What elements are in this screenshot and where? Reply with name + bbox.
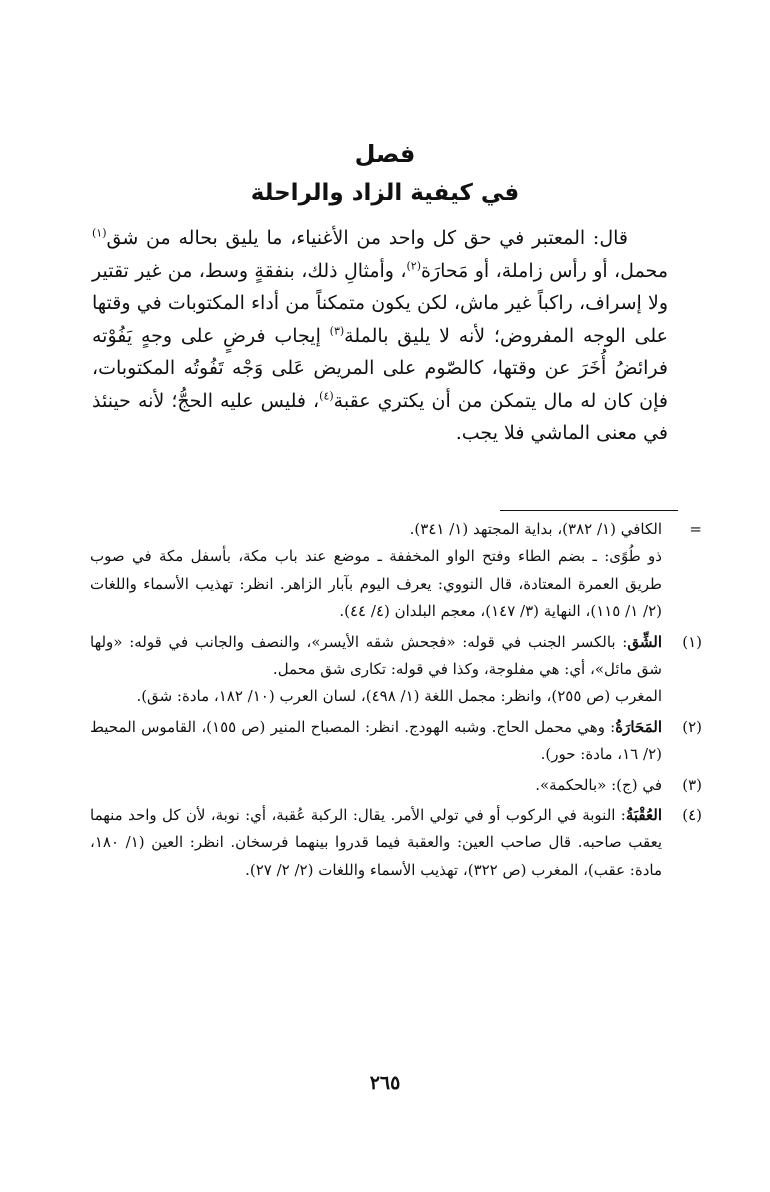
footnote-number: (٤) bbox=[682, 806, 702, 825]
text-run: إيجاب فرضٍ على وجهٍ يَفُوْته فرائضُ أُخَرَ عن وقتها، كالصّوم على المريض عَلى وَجْه تَفُوتُه المكتوبات، فإن كان له مال يتمكن من أن يكتري عقبة bbox=[92, 324, 668, 412]
text-run: قال: المعتبر في حق كل واحد من الأغنياء، ما يليق بحاله من شق bbox=[106, 227, 628, 249]
footnote-text: ذو طُوًى: ـ بضم الطاء وفتح الواو المخففة ـ موضع عند باب مكة، بأسفل مكة في صوب طريق العمرة المعتادة، قال النووي: يعرف اليوم بآبار الزاهر. انظر: تهذيب الأسماء واللغات (٢/ ١/ ١١٥)، النهاية (٣/ ١٤٧)، معجم البلدان (٤/ ٤٤). bbox=[90, 547, 662, 621]
footnote-2 bbox=[90, 714, 702, 769]
footnote-3 bbox=[90, 772, 702, 799]
footnote-text bbox=[90, 714, 662, 769]
footnote-4 bbox=[90, 802, 702, 884]
footnote-ref-2: (٢) bbox=[406, 259, 421, 273]
footnote-separator bbox=[500, 510, 678, 511]
footnote-term: العُقْبَةُ bbox=[625, 806, 662, 825]
footnote-text bbox=[90, 802, 662, 884]
footnote-term: الشِّق bbox=[627, 632, 662, 651]
footnote-body: : وهي محمل الحاج. وشبه الهودج. انظر: المصباح المنير (ص ١٥٥)، القاموس المحيط (٢/ ١٦، مادة: حور). bbox=[90, 717, 662, 764]
footnote-ref-3: (٣) bbox=[329, 324, 345, 338]
text-run: محمل، أو رأس زاملة، أو مَحارَة bbox=[421, 259, 668, 282]
footnote-text: في (ج): «بالحكمة». bbox=[535, 775, 662, 794]
footnote-body: : النوبة في الركوب أو في تولي الأمر. يقال: الركبة عُقبة، أي: نوبة، لأن كل واحد منهما يعقب صاحبه. قال صاحب العين: والعقبة فيما قدروا بينهما فرسخان. انظر: العين (١/ ١٨٠، مادة: عقب)، المغرب (ص ٣٢٢)، تهذيب الأسماء واللغات (٢/ ٢/ ٢٧). bbox=[90, 806, 662, 879]
text-run: ، وأمثالِ ذلك، بنفقةٍ وسط، من غير تقتير ولا إسراف، راكباً غير ماش، لكن يكون متمكناً من أداء المكتوبات في وقتها على الوجه المفروض؛ لأنه لا يليق بالملة bbox=[92, 259, 668, 347]
continuation-mark: = bbox=[689, 520, 702, 538]
footnote-text bbox=[90, 629, 662, 684]
footnote-body: : بالكسر الجنب في قوله: «فجحش شقه الأيسر»، والنصف والجانب في قوله: «ولها شق مائل»، أي: هي مفلوجة، وكذا في قوله: تكارى شق محمل. bbox=[90, 632, 662, 679]
footnote-text: المغرب (ص ٢٥٥)، وانظر: مجمل اللغة (١/ ٤٩٨)، لسان العرب (١٠/ ١٨٢، مادة: شق). bbox=[136, 687, 662, 706]
footnote-1 bbox=[90, 629, 702, 711]
main-paragraph bbox=[92, 222, 668, 450]
footnote-continuation bbox=[90, 516, 702, 626]
footnote-number: (١) bbox=[682, 632, 702, 651]
footnotes bbox=[90, 516, 702, 884]
footnote-number: (٣) bbox=[682, 775, 702, 794]
main-text bbox=[92, 222, 668, 450]
footnote-ref-4: (٤) bbox=[319, 389, 334, 403]
footnote-term: المَحَارَةُ bbox=[615, 717, 662, 736]
section-title: فصل bbox=[354, 140, 416, 168]
footnote-text: الكافي (١/ ٣٨٢)، بداية المجتهد (١/ ٣٤١). bbox=[409, 520, 662, 538]
section-subtitle: في كيفية الزاد والراحلة bbox=[250, 180, 520, 206]
text-run: ، فليس عليه الحجُّ؛ لأنه حينئذ في معنى الماشي فلا يجب. bbox=[92, 389, 668, 444]
footnote-number: (٢) bbox=[682, 717, 702, 736]
footnote-ref-1: (١) bbox=[92, 226, 107, 240]
page-number: ٢٦٥ bbox=[369, 1072, 401, 1094]
